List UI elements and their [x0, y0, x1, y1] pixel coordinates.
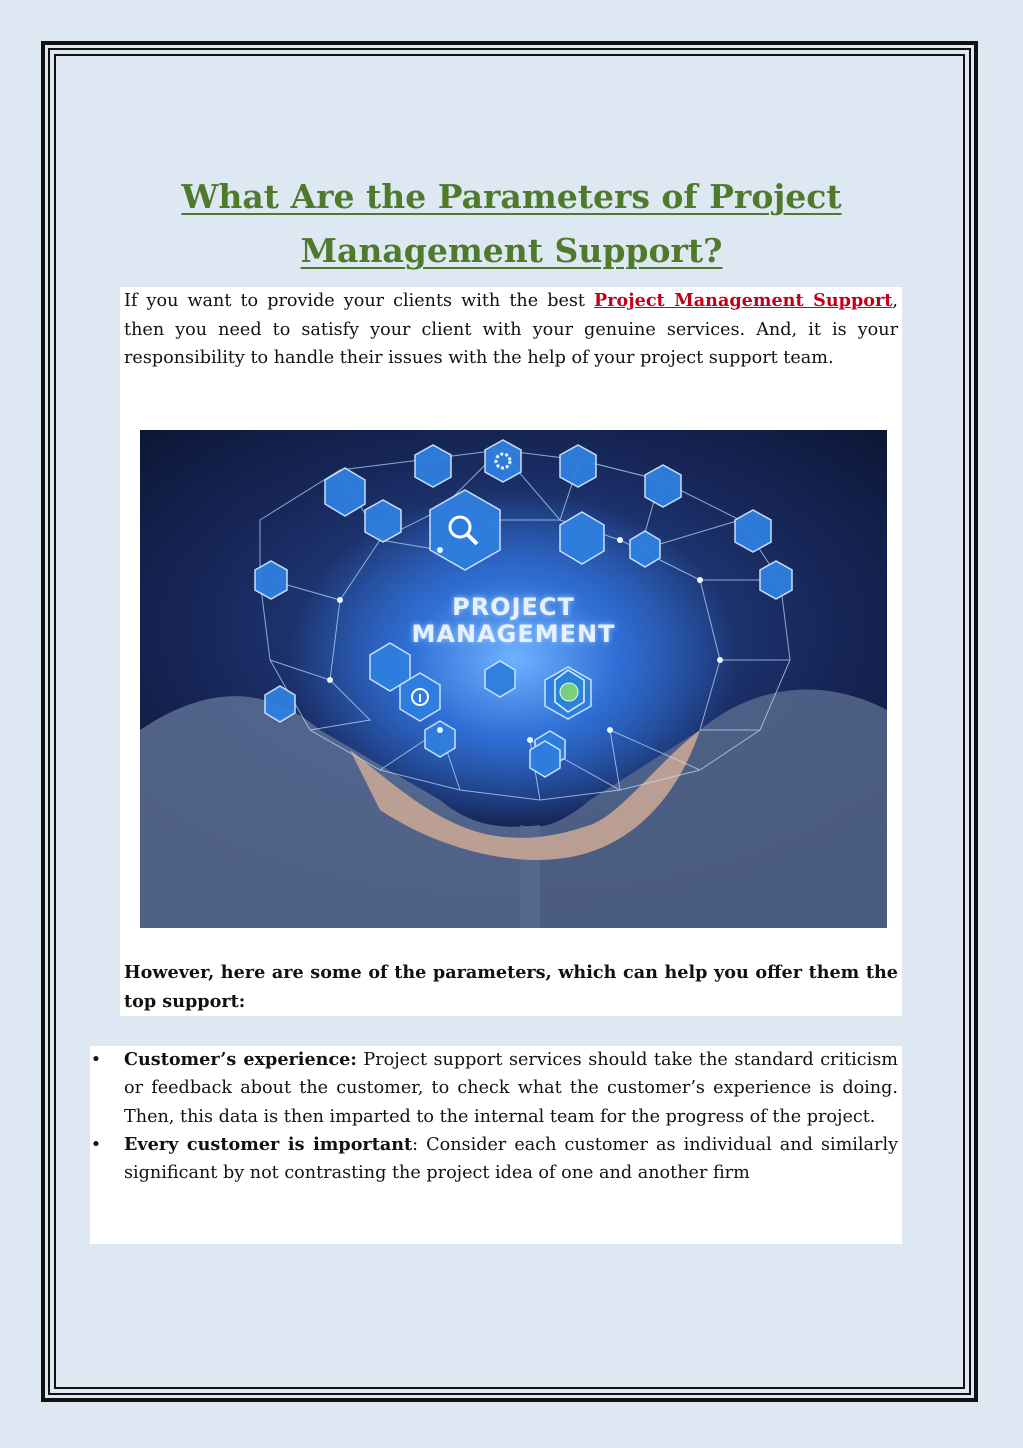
list-item-text: : Consider each customer as individual and similarly significant by not contrasting the project idea of one and another firm [124, 1134, 899, 1184]
parameters-intro: However, here are some of the parameters, which can help you offer them the top support: [124, 962, 898, 1012]
parameters-list [90, 1046, 902, 1244]
list-item-text: Project support services should take the standard criticism or feedback about the customer, to check what the customer’s experience is doing. Then, this data is then imparted to the internal team for the progress of the project. [124, 1050, 898, 1127]
page-title: What Are the Parameters of Project Management Support? [181, 177, 842, 270]
image-heading-line1: PROJECT [452, 593, 575, 621]
intro-paragraph [120, 287, 902, 404]
intro-text-end: , then you need to satisfy your client with your genuine services. And, it is your responsibility to handle their issues with the help of your project support team. [124, 291, 899, 368]
project-management-support-link[interactable]: Project Management Support [594, 290, 893, 311]
project-management-image [140, 430, 887, 928]
image-heading-line2: MANAGEMENT [411, 620, 616, 648]
list-item [90, 1046, 902, 1131]
intro-text-start: If you want to provide your clients with the best [124, 291, 595, 311]
bullet: • [90, 1134, 102, 1155]
right-arm-shape [520, 690, 887, 928]
bullet: • [90, 1050, 102, 1070]
list-item-heading: Customer’s experience: [124, 1049, 357, 1070]
list-item-heading: Every customer is important [124, 1133, 413, 1155]
list-item [90, 1131, 902, 1188]
left-arm-shape [140, 696, 540, 928]
network-illustration [140, 430, 887, 928]
